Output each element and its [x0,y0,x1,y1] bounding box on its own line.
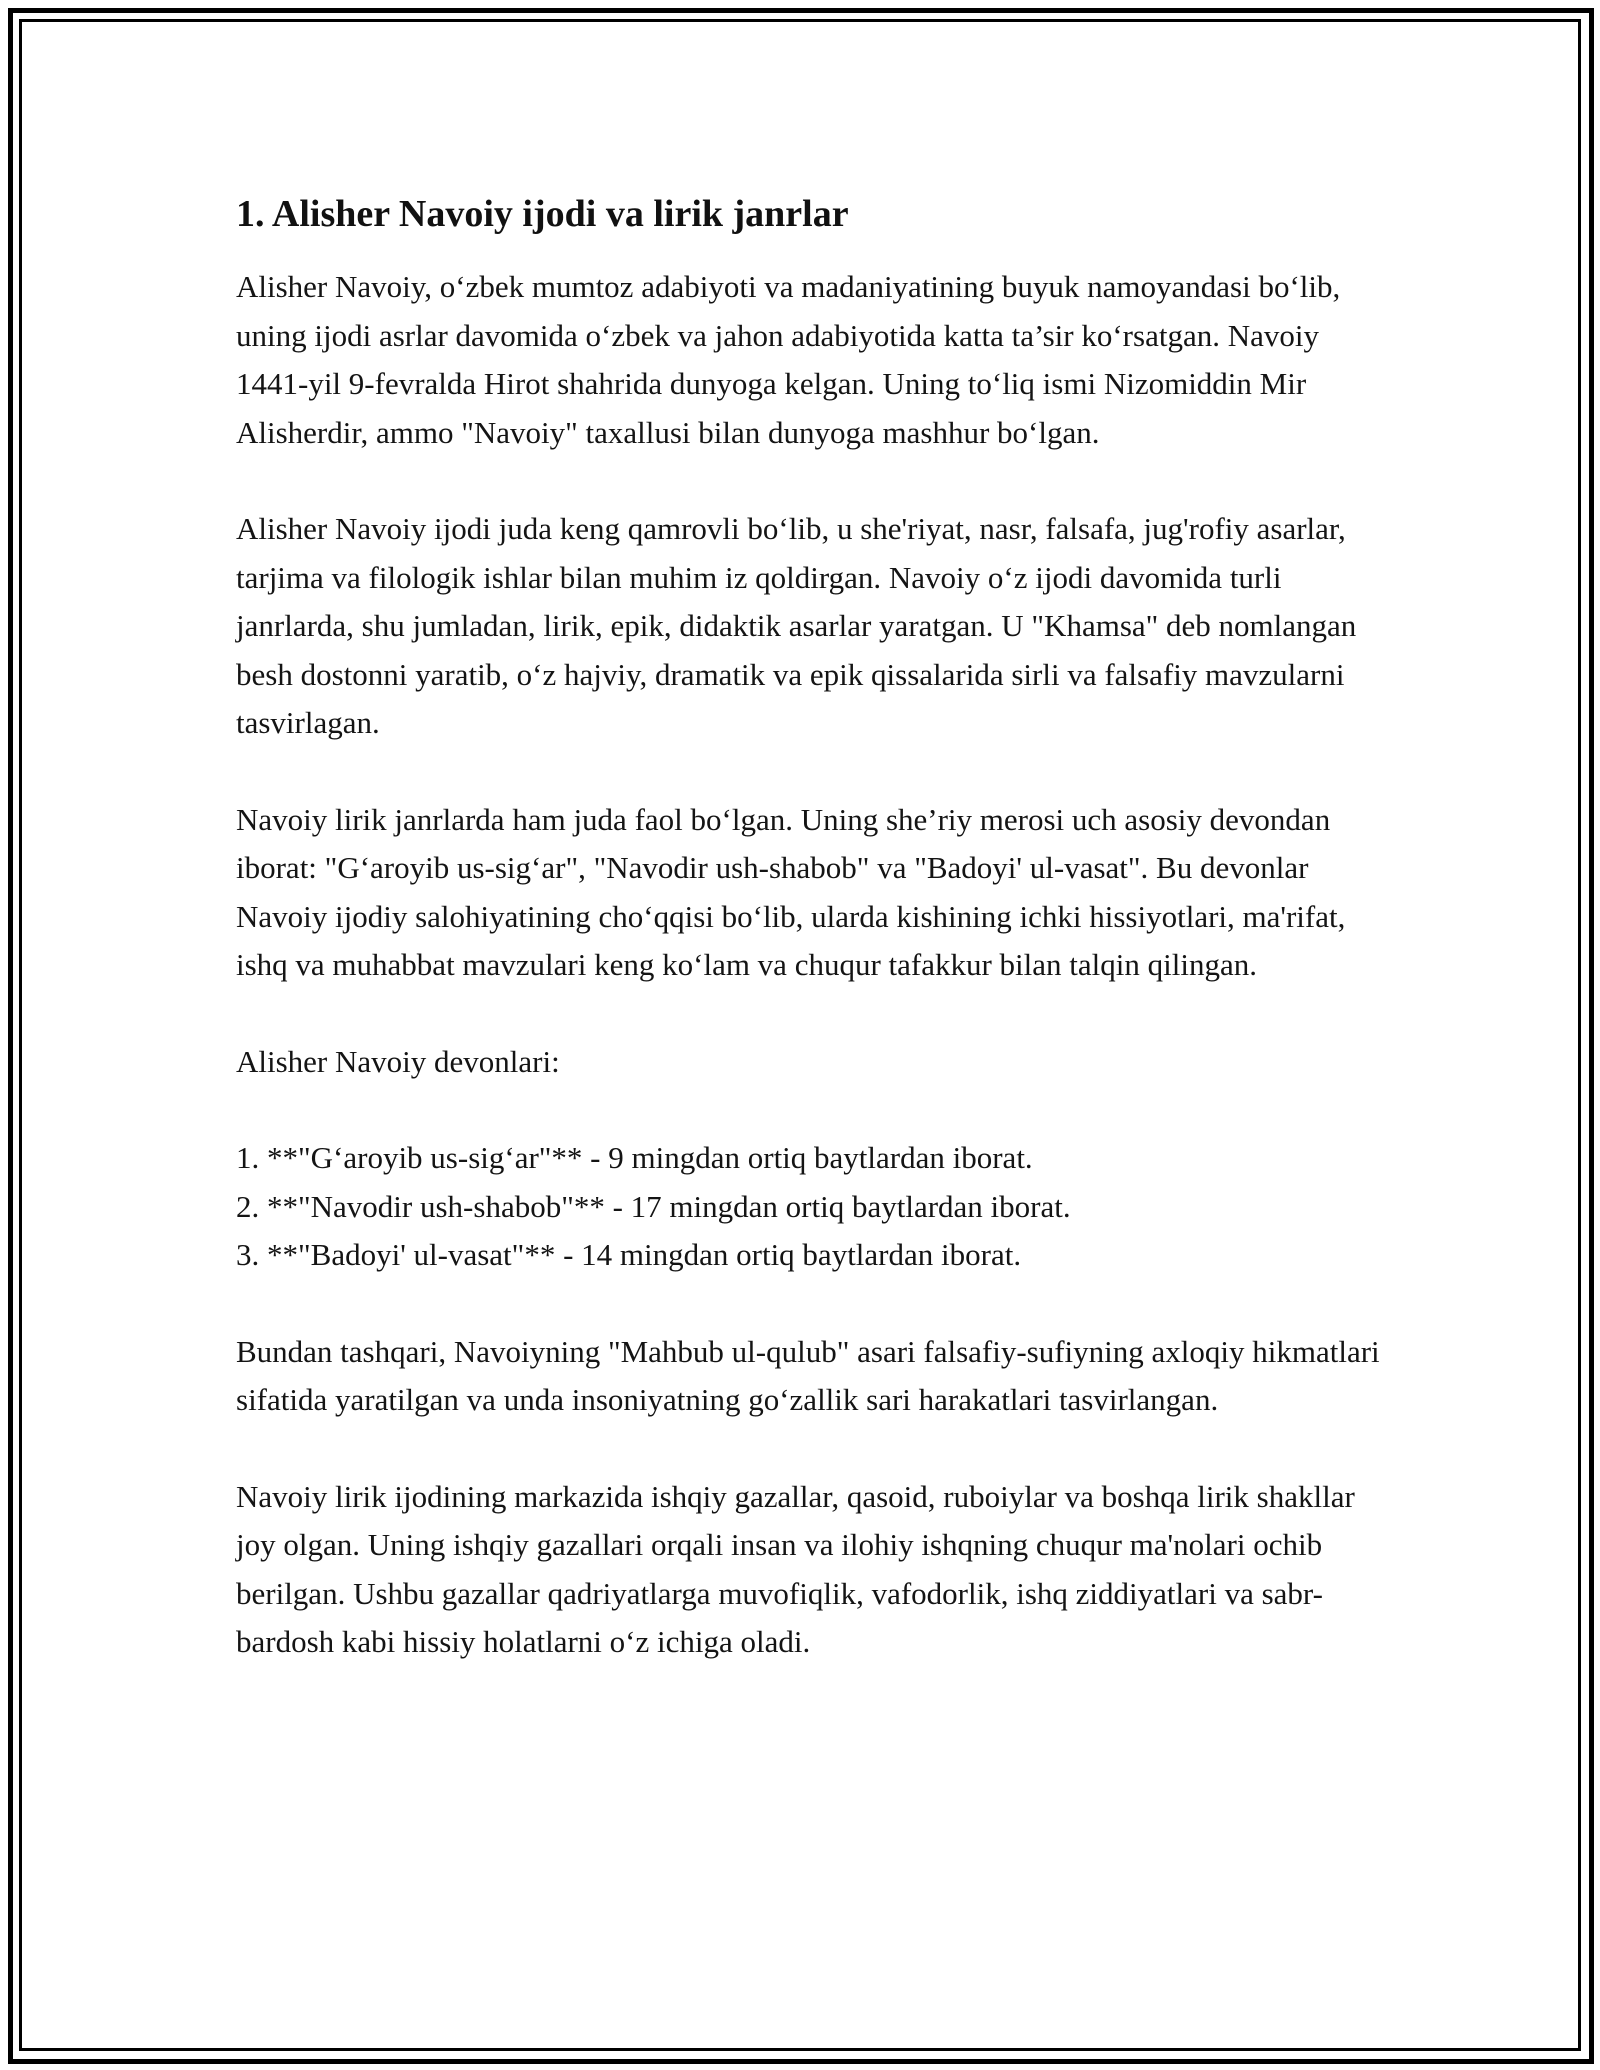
divans-list [236,1134,1386,1280]
paragraph-intro: Alisher Navoiy, o‘zbek mumtoz adabiyoti va madaniyatining buyuk namoyandasi bo‘lib, uning ijodi asrlar davomida o‘zbek va jahon adabiyotida katta ta’sir ko‘rsatgan. Navoiy 1441-yil 9-fevralda Hirot shahrida dunyoga kelgan. Uning to‘liq ismi Nizomiddin Mir Alisherdir, ammo "Navoiy" taxallusi bilan dunyoga mashhur bo‘lgan. [236,269,1341,450]
paragraph-divans-heading: Alisher Navoiy devonlari: [236,1043,560,1079]
paragraph-works: Alisher Navoiy ijodi juda keng qamrovli bo‘lib, u she'riyat, nasr, falsafa, jug'rofiy asarlar, tarjima va filologik ishlar bilan muhim iz qoldirgan. Navoiy o‘z ijodi davomida turli janrlarda, shu jumladan, lirik, epik, didaktik asarlar yaratgan. U "Khamsa" deb nomlangan besh dostonni yaratib, o‘z hajviy, dramatik va epik qissalarida sirli va falsafiy mavzularni tasvirlagan. [236,511,1357,740]
list-item: 2. **"Navodir ush-shabob"** - 17 mingdan ortiq baytlardan iborat. [236,1188,1071,1224]
paragraph-lyric: Navoiy lirik janrlarda ham juda faol bo‘lgan. Uning she’riy merosi uch asosiy devondan iborat: "G‘aroyib us-sig‘ar", "Navodir ush-shabob" va "Badoyi' ul-vasat". Bu devonlar Navoiy ijodiy salohiyatining cho‘qqisi bo‘lib, ularda kishining ichki hissiyotlari, ma'rifat, ishq va muhabbat mavzulari keng ko‘lam va chuqur tafakkur bilan talqin qilingan. [236,801,1346,982]
document-title: 1. Alisher Navoiy ijodi va lirik janrlar [236,193,849,235]
paragraph-gazals: Navoiy lirik ijodining markazida ishqiy gazallar, qasoid, ruboiylar va boshqa lirik shakllar joy olgan. Uning ishqiy gazallari orqali insan va ilohiy ishqning chuqur ma'nolari ochib berilgan. Ushbu gazallar qadriyatlarga muvofiqlik, vafodorlik, ishq ziddiyatlari va sabr-bardosh kabi hissiy holatlarni o‘z ichiga oladi. [236,1478,1355,1659]
list-item: 1. **"G‘aroyib us-sig‘ar"** - 9 mingdan ortiq baytlardan iborat. [236,1140,1033,1175]
paragraph-mahbub: Bundan tashqari, Navoiyning "Mahbub ul-qulub" asari falsafiy-sufiyning axloqiy hikmatlari sifatida yaratilgan va unda insoniyatning go‘zallik sari harakatlari tasvirlangan. [236,1333,1380,1417]
document-body [236,185,1386,1715]
list-item: 3. **"Badoyi' ul-vasat"** - 14 mingdan ortiq baytlardan iborat. [236,1237,1022,1272]
